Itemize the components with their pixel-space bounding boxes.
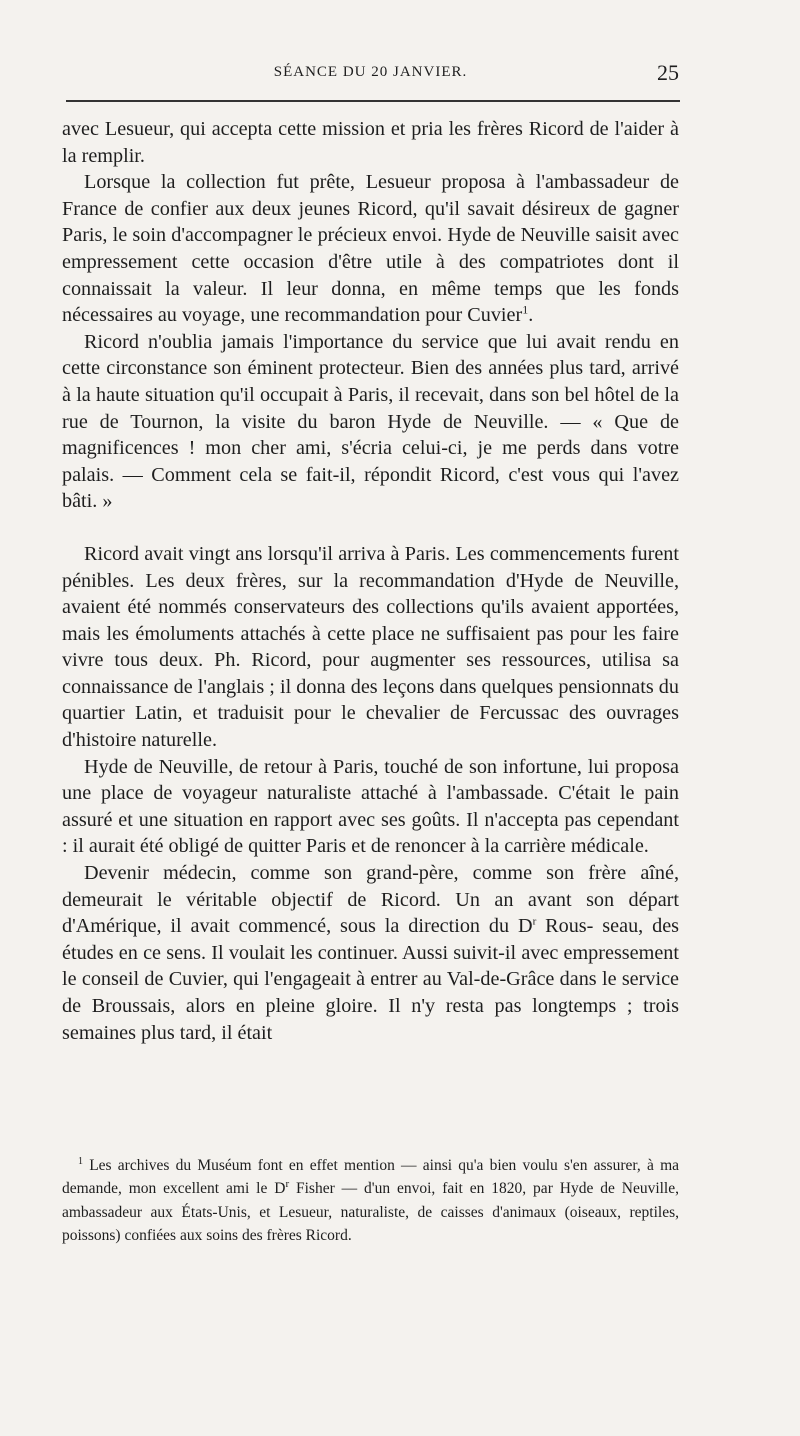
footnote-mark: 1: [78, 1155, 83, 1167]
paragraph-1: avec Lesueur, qui accepta cette mission et pria les frères Ricord de l'aider à la remplir.: [62, 118, 679, 167]
running-head: SÉANCE DU 20 JANVIER.: [273, 64, 468, 80]
footnote: $^1$ Les archives du Muséum font en effet mention — ainsi qu'a bien voulu s'en assurer, à ma demande, mon excellent ami le $D^r$ Fisher — d'un envoi, fait en 1820, par Hyde de Neuville, ambassadeur aux États-Unis, et Lesueur, naturaliste, de caisses d'animaux (oiseaux, reptiles, poissons) confiées aux soins des frères Ricord.: [62, 1155, 679, 1245]
footnote-reference: 1: [522, 302, 529, 317]
body-text: [62, 116, 679, 1046]
paragraph-2: Lorsque la collection fut prête, Lesueur proposa à l'ambassadeur de France de confier aux deux jeunes Ricord, qu'il savait désireux de gagner Paris, le soin d'accompagner le précieux envoi. Hyde de Neuville saisit avec empressement cette occasion d'être utile à des compatriotes dont il connaissait la valeur. Il leur donna, en même temps que les fonds nécessaires au voyage, une recommandation pour Cuvier$^1$.: [62, 171, 679, 327]
paragraph-5: Hyde de Neuville, de retour à Paris, touché de son infortune, lui proposa une place de voyageur naturaliste attaché à l'ambassade. C'était le pain assuré et une situation en rapport avec ses goûts. Il n'accepta pas cependant : il aurait été obligé de quitter Paris et de renoncer à la carrière médicale.: [62, 755, 679, 858]
paragraph-4: Ricord avait vingt ans lorsqu'il arriva à Paris. Les commencements furent pénibles. Les deux frères, sur la recommandation d'Hyde de Neuville, avaient été nommés conservateurs des collections qu'ils avaient apportées, mais les émoluments attachés à cette place ne suffisaient pas pour les faire vivre tous deux. Ph. Ricord, pour augmenter ses ressources, utilisa sa connaissance de l'anglais ; il donna des leçons dans quelques pensionnats du quartier Latin, et traduisit pour le chevalier de Fercussac des ouvrages d'histoire naturelle.: [62, 542, 679, 752]
page-header: [62, 60, 679, 94]
page-number: 25: [657, 60, 679, 85]
paragraph-6: Devenir médecin, comme son grand-père, comme son frère aîné, demeurait le véritable objectif de Ricord. Un an avant son départ d'Amérique, il avait commencé, sous la direction du $D^r$ Rous- seau, des études en ce sens. Il voulait les continuer. Aussi suivit-il avec empressement le conseil de Cuvier, qui l'engageait à entrer au Val-de-Grâce dans le service de Broussais, alors en pleine gloire. Il n'y resta pas longtemps ; trois semaines plus tard, il était: [62, 862, 680, 1044]
paragraph-3: Ricord n'oublia jamais l'importance du service que lui avait rendu en cette circonstance son éminent protecteur. Bien des années plus tard, arrivé à la haute situation qu'il occupait à Paris, il recevait, dans son bel hôtel de la rue de Tournon, la visite du baron Hyde de Neuville. — « Que de magnificences ! mon cher ami, s'écria celui-ci, je me perds dans votre palais. — Comment cela se fait-il, répondit Ricord, c'est vous qui l'avez bâti. »: [62, 330, 679, 513]
header-rule: [66, 100, 680, 102]
